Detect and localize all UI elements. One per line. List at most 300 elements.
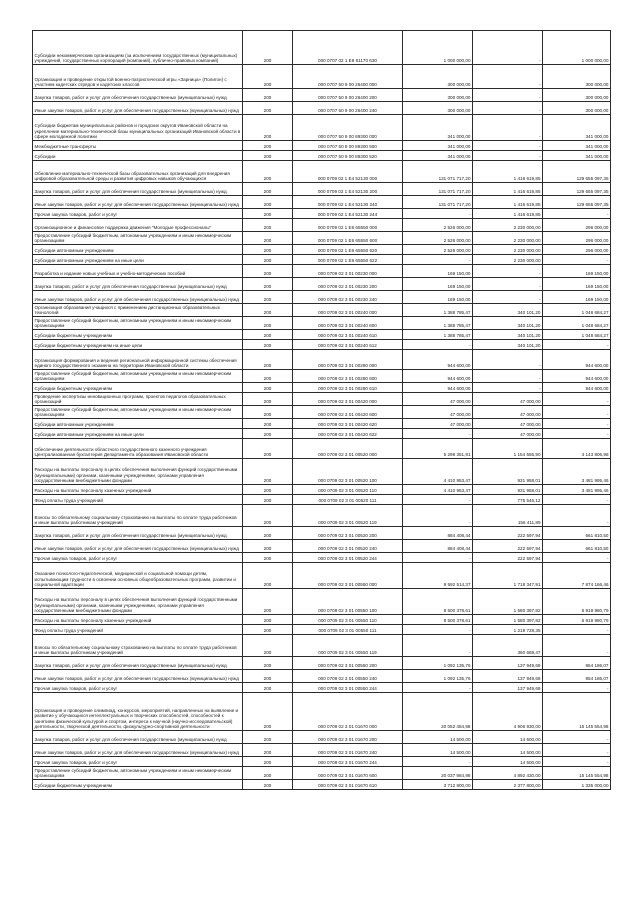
row-name: Расходы на выплаты персоналу в целях обеспечения выполнения функций государственными (муниципальными) органами, казенными учреждениями, органами управления государственными внебюджетными фондами	[33, 589, 243, 615]
row-budget-code: 000 0709 02 3 01 00550 119	[293, 635, 403, 657]
row-unexecuted-amount: 1 048 684,27	[543, 317, 611, 330]
row-budget-code: 000 0709 02 3 01 00520 119	[293, 505, 403, 527]
row-approved-amount: 341 000,00	[403, 115, 473, 141]
row-budget-code: 000 0709 02 3 01 00280 610	[293, 383, 403, 393]
table-row	[33, 350, 611, 370]
row-unexecuted-amount: 129 655 097,35	[543, 161, 611, 183]
row-executed-amount: -	[473, 151, 543, 161]
row-unexecuted-amount: 341 000,00	[543, 141, 611, 151]
row-admin-code: 200	[243, 370, 293, 383]
row-admin-code: 200	[243, 161, 293, 183]
table-row	[33, 141, 611, 151]
row-approved-amount: -	[403, 683, 473, 693]
row-budget-code: 000 0707 50 9 00 89300 520	[293, 151, 403, 161]
row-executed-amount: 1 154 555,90	[473, 439, 543, 459]
row-executed-amount: -	[473, 141, 543, 151]
row-budget-code: 000 0709 02 3 01 00280 000	[293, 350, 403, 370]
row-unexecuted-amount: -	[543, 731, 611, 744]
row-executed-amount: -	[473, 89, 543, 102]
table-row	[33, 232, 611, 245]
row-admin-code: 200	[243, 141, 293, 151]
table-row	[33, 589, 611, 615]
row-admin-code: 200	[243, 540, 293, 553]
row-unexecuted-amount: -	[543, 744, 611, 757]
row-name: Прочая закупка товаров, работ и услуг	[33, 209, 243, 219]
table-row	[33, 65, 611, 89]
row-name: Иные закупки товаров, работ и услуг для обеспечения государственных (муниципальных) нужд	[33, 744, 243, 757]
row-name: Предоставление субсидий бюджетным, автономным учреждениям и иным некоммерческим организациям	[33, 232, 243, 245]
table-row	[33, 757, 611, 767]
row-name: Взносы по обязательному социальному страхованию на выплаты по оплате труда работников и иные выплаты работникам учреждений	[33, 505, 243, 527]
row-unexecuted-amount: 129 655 097,35	[543, 183, 611, 196]
table-row	[33, 245, 611, 255]
row-approved-amount: -	[403, 255, 473, 265]
table-row	[33, 563, 611, 589]
row-unexecuted-amount: 944 600,00	[543, 370, 611, 383]
row-budget-code: 000 0709 02 3 01 01670 240	[293, 744, 403, 757]
table-row	[33, 304, 611, 317]
row-admin-code: 200	[243, 780, 293, 790]
row-unexecuted-amount: 954 186,07	[543, 657, 611, 670]
row-budget-code: 000 0709 02 1 E4 52130 000	[293, 161, 403, 183]
table-row	[33, 670, 611, 683]
row-budget-code: 000 0709 02 3 01 01670 610	[293, 780, 403, 790]
row-executed-amount: 931 958,01	[473, 459, 543, 485]
row-approved-amount: 14 500,00	[403, 744, 473, 757]
row-name: Фонд оплаты труда учреждений	[33, 495, 243, 505]
row-budget-code: 000 0707 50 9 00 89300 500	[293, 141, 403, 151]
row-admin-code: 200	[243, 265, 293, 278]
row-admin-code: 200	[243, 635, 293, 657]
row-approved-amount: 341 000,00	[403, 141, 473, 151]
row-approved-amount: -	[403, 429, 473, 439]
row-name: Прочая закупка товаров, работ и услуг	[33, 553, 243, 563]
row-approved-amount: -	[403, 505, 473, 527]
table-row	[33, 340, 611, 350]
row-budget-code: 000 0709 02 3 01 00520 244	[293, 553, 403, 563]
row-approved-amount: 2 526 000,00	[403, 245, 473, 255]
row-name: Закупка товаров, работ и услуг для обеспечения государственных (муниципальных) нужд	[33, 183, 243, 196]
row-budget-code: 000 0709 02 3 01 00420 620	[293, 419, 403, 429]
table-row	[33, 459, 611, 485]
table-row	[33, 330, 611, 340]
row-budget-code: 000 0709 02 3 01 00520 100	[293, 459, 403, 485]
row-approved-amount: 9 592 514,37	[403, 563, 473, 589]
row-executed-amount: 1 416 619,85	[473, 161, 543, 183]
row-executed-amount: 2 377 800,00	[473, 780, 543, 790]
row-approved-amount: 884 408,44	[403, 527, 473, 540]
row-unexecuted-amount: 300 000,00	[543, 65, 611, 89]
row-name: Организация формирования и ведения региональной информационной системы обеспечения единого государственного экзамена на территории Ивановской области	[33, 350, 243, 370]
row-admin-code: 200	[243, 330, 293, 340]
row-budget-code: 000 0709 02 1 E4 52130 240	[293, 196, 403, 209]
row-name: Предоставление субсидий бюджетным, автономным учреждениям и иным некоммерческим организациям	[33, 767, 243, 780]
row-name: Предоставление субсидий бюджетным, автономным учреждениям и иным некоммерческим организациям	[33, 406, 243, 419]
table-row	[33, 209, 611, 219]
row-admin-code: 200	[243, 245, 293, 255]
row-unexecuted-amount: -	[543, 209, 611, 219]
row-approved-amount: 944 600,00	[403, 383, 473, 393]
row-admin-code: 200	[243, 495, 293, 505]
row-name: Фонд оплаты труда учреждений	[33, 625, 243, 635]
row-admin-code: 200	[243, 232, 293, 245]
row-admin-code: 200	[243, 102, 293, 115]
row-approved-amount: -	[403, 635, 473, 657]
row-budget-code: 000 0709 02 3 01 00550 244	[293, 683, 403, 693]
row-executed-amount: 340 101,20	[473, 330, 543, 340]
row-approved-amount: -	[403, 757, 473, 767]
row-admin-code: 200	[243, 151, 293, 161]
row-admin-code: 200	[243, 278, 293, 291]
row-executed-amount: -	[473, 370, 543, 383]
row-unexecuted-amount: -	[543, 635, 611, 657]
row-name: Предоставление субсидий бюджетным, автономным учреждениям и иным некоммерческим организациям	[33, 370, 243, 383]
row-budget-code: 000 0709 02 3 01 00230 200	[293, 278, 403, 291]
row-budget-code: 000 0707 50 9 00 26400 240	[293, 102, 403, 115]
row-admin-code: 200	[243, 657, 293, 670]
row-budget-code: 000 0709 02 1 E6 65550 000	[293, 219, 403, 232]
row-admin-code: 200	[243, 589, 293, 615]
row-budget-code: 000 0709 02 3 01 01670 244	[293, 757, 403, 767]
row-budget-code: 000 0709 02 1 E4 52130 244	[293, 209, 403, 219]
row-name: Проведение экспертизы инновационных программ, проектов педагогов образовательных организаций	[33, 393, 243, 406]
table-row	[33, 161, 611, 183]
budget-report-sheet	[32, 30, 610, 790]
row-admin-code: 200	[243, 304, 293, 317]
row-approved-amount: 131 071 717,20	[403, 161, 473, 183]
row-approved-amount: 5 298 351,91	[403, 439, 473, 459]
row-approved-amount: 131 071 717,20	[403, 196, 473, 209]
row-unexecuted-amount: 944 600,00	[543, 383, 611, 393]
row-admin-code: 200	[243, 744, 293, 757]
table-row	[33, 383, 611, 393]
row-executed-amount: 1 219 728,35	[473, 625, 543, 635]
row-approved-amount: 47 000,00	[403, 419, 473, 429]
row-budget-code: 000 0709 02 3 01 00520 110	[293, 485, 403, 495]
row-budget-code: 000 0709 02 3 01 00420 600	[293, 406, 403, 419]
row-budget-code: 000 0709 02 3 01 00280 600	[293, 370, 403, 383]
row-executed-amount: 2 230 000,00	[473, 232, 543, 245]
row-unexecuted-amount: 300 000,00	[543, 102, 611, 115]
table-row	[33, 625, 611, 635]
table-row	[33, 196, 611, 209]
row-approved-amount: -	[403, 495, 473, 505]
row-admin-code: 200	[243, 527, 293, 540]
row-executed-amount: 1 416 619,85	[473, 196, 543, 209]
row-name: Взносы по обязательному социальному страхованию на выплаты по оплате труда работников и иные выплаты работникам учреждений	[33, 635, 243, 657]
row-budget-code: 000 0709 02 3 01 00420 622	[293, 429, 403, 439]
table-row	[33, 393, 611, 406]
row-name: Субсидии бюджетным учреждениям на иные цели	[33, 340, 243, 350]
row-admin-code: 200	[243, 615, 293, 625]
row-executed-amount: 340 101,20	[473, 304, 543, 317]
row-admin-code: 200	[243, 406, 293, 419]
row-approved-amount: -	[403, 209, 473, 219]
row-executed-amount: 222 597,94	[473, 553, 543, 563]
row-executed-amount: 14 500,00	[473, 757, 543, 767]
row-admin-code: 200	[243, 255, 293, 265]
row-admin-code: 200	[243, 196, 293, 209]
row-executed-amount: 137 949,69	[473, 683, 543, 693]
row-approved-amount: 47 000,00	[403, 406, 473, 419]
row-admin-code: 200	[243, 693, 293, 731]
row-name: Разработка и издание новых учебных и учебно-методических пособий	[33, 265, 243, 278]
row-unexecuted-amount: 3 481 995,46	[543, 485, 611, 495]
row-name: Обновление материально-технической базы образовательных организаций для внедрения цифровой образовательной среды и развития цифровых навыков обучающихся	[33, 161, 243, 183]
row-executed-amount: 47 000,00	[473, 406, 543, 419]
row-approved-amount: 1 092 135,76	[403, 670, 473, 683]
row-unexecuted-amount: 4 143 806,98	[543, 439, 611, 459]
row-approved-amount: -	[403, 553, 473, 563]
row-executed-amount: -	[473, 65, 543, 89]
table-row	[33, 683, 611, 693]
row-executed-amount: 14 500,00	[473, 731, 543, 744]
row-admin-code: 200	[243, 485, 293, 495]
row-admin-code: 200	[243, 670, 293, 683]
row-executed-amount: 47 000,00	[473, 419, 543, 429]
row-admin-code: 200	[243, 439, 293, 459]
row-budget-code: 000 0709 02 3 01 00240 600	[293, 317, 403, 330]
row-executed-amount: 2 230 000,00	[473, 255, 543, 265]
table-row	[33, 540, 611, 553]
row-budget-code: 000 0709 02 3 01 00550 240	[293, 670, 403, 683]
row-executed-amount: 340 101,20	[473, 340, 543, 350]
row-unexecuted-amount: -	[543, 505, 611, 527]
row-name: Закупка товаров, работ и услуг для обеспечения государственных (муниципальных) нужд	[33, 731, 243, 744]
table-row	[33, 780, 611, 790]
row-unexecuted-amount: 661 810,50	[543, 527, 611, 540]
row-budget-code: 000 0709 02 3 01 00240 000	[293, 304, 403, 317]
row-executed-amount: 47 000,00	[473, 393, 543, 406]
row-budget-code: 000 0709 02 3 01 00550 111	[293, 625, 403, 635]
row-admin-code: 200	[243, 505, 293, 527]
row-unexecuted-amount: 15 145 554,98	[543, 693, 611, 731]
row-unexecuted-amount: 1 335 000,00	[543, 780, 611, 790]
row-executed-amount: -	[473, 383, 543, 393]
row-executed-amount: -	[473, 102, 543, 115]
row-executed-amount: 4 906 930,00	[473, 693, 543, 731]
row-approved-amount: 1 388 785,47	[403, 317, 473, 330]
table-row	[33, 635, 611, 657]
row-name: Организационное и финансовое поддержка движения "Молодые профессионалы"	[33, 219, 243, 232]
row-name: Оказание психолого-педагогической, медицинской и социальной помощи детям, испытывающим трудности в освоении основных общеобразовательных программ, развитии и социальной адаптации	[33, 563, 243, 589]
row-admin-code: 200	[243, 291, 293, 304]
row-name: Субсидии	[33, 151, 243, 161]
row-approved-amount: 169 150,00	[403, 265, 473, 278]
row-unexecuted-amount: 296 000,00	[543, 232, 611, 245]
row-budget-code: 000 0709 02 3 01 00520 000	[293, 439, 403, 459]
row-budget-code: 000 0709 02 1 E6 65550 600	[293, 232, 403, 245]
row-budget-code: 000 0709 02 3 01 00230 240	[293, 291, 403, 304]
row-unexecuted-amount: 661 810,50	[543, 540, 611, 553]
row-name: Расходы на выплаты персоналу казенных учреждений	[33, 485, 243, 495]
row-admin-code: 200	[243, 209, 293, 219]
row-budget-code: 000 0709 02 3 01 00240 612	[293, 340, 403, 350]
row-unexecuted-amount: -	[543, 625, 611, 635]
table-row	[33, 731, 611, 744]
row-unexecuted-amount: 300 000,00	[543, 89, 611, 102]
row-approved-amount: 8 500 378,61	[403, 589, 473, 615]
row-unexecuted-amount: -	[543, 255, 611, 265]
table-row	[33, 255, 611, 265]
row-unexecuted-amount: 7 874 166,46	[543, 563, 611, 589]
row-name: Субсидии автономным учреждениям на иные цели	[33, 429, 243, 439]
row-unexecuted-amount: 3 481 995,46	[543, 459, 611, 485]
row-name: Межбюджетные трансферты	[33, 141, 243, 151]
row-executed-amount: 2 230 000,00	[473, 245, 543, 255]
row-unexecuted-amount: 169 150,00	[543, 291, 611, 304]
row-unexecuted-amount: -	[543, 340, 611, 350]
row-unexecuted-amount: 944 600,00	[543, 350, 611, 370]
row-name: Иные закупки товаров, работ и услуг для обеспечения государственных (муниципальных) нужд	[33, 196, 243, 209]
row-executed-amount: -	[473, 115, 543, 141]
row-unexecuted-amount: -	[543, 393, 611, 406]
row-name: Субсидии автономным учреждениям	[33, 419, 243, 429]
row-executed-amount: 222 597,94	[473, 540, 543, 553]
row-approved-amount: 20 052 484,98	[403, 693, 473, 731]
table-row	[33, 31, 611, 65]
row-unexecuted-amount: 169 150,00	[543, 265, 611, 278]
row-budget-code: 000 0709 02 3 01 01670 600	[293, 767, 403, 780]
row-executed-amount: 156 411,89	[473, 505, 543, 527]
row-budget-code: 000 0709 02 3 01 00550 100	[293, 589, 403, 615]
row-approved-amount: 169 150,00	[403, 278, 473, 291]
row-executed-amount: 14 500,00	[473, 744, 543, 757]
row-approved-amount: 3 712 800,00	[403, 780, 473, 790]
row-approved-amount: -	[403, 340, 473, 350]
row-budget-code: 000 0707 50 9 00 89300 000	[293, 115, 403, 141]
row-executed-amount: -	[473, 278, 543, 291]
row-approved-amount: 20 037 984,98	[403, 767, 473, 780]
table-row	[33, 115, 611, 141]
budget-execution-table	[32, 30, 611, 790]
row-budget-code: 000 0709 02 3 01 00520 111	[293, 495, 403, 505]
row-name: Закупка товаров, работ и услуг для обеспечения государственных (муниципальных) нужд	[33, 657, 243, 670]
table-row	[33, 265, 611, 278]
row-unexecuted-amount: -	[543, 429, 611, 439]
row-admin-code: 200	[243, 731, 293, 744]
table-row	[33, 485, 611, 495]
row-executed-amount: 931 958,01	[473, 485, 543, 495]
row-executed-amount: 1 416 619,85	[473, 183, 543, 196]
row-name: Закупка товаров, работ и услуг для обеспечения государственных (муниципальных) нужд	[33, 527, 243, 540]
row-name: Субсидии бюджетным учреждениям	[33, 780, 243, 790]
row-executed-amount: -	[473, 31, 543, 65]
row-name: Организация и проведение олимпиад, конкурсов, мероприятий, направленных на выявление и развитие у обучающихся интеллектуальных и творческих способностей, способностей к занятиям физической культурой и спортом, интереса к научной (научно-исследовательской) деятельности, творческой деятельности, физкультурно-спортивной деятельности	[33, 693, 243, 731]
row-approved-amount: 2 526 000,00	[403, 232, 473, 245]
row-executed-amount: 47 000,00	[473, 429, 543, 439]
row-approved-amount: 884 408,44	[403, 540, 473, 553]
row-unexecuted-amount: 6 919 980,79	[543, 615, 611, 625]
row-admin-code: 200	[243, 350, 293, 370]
table-row	[33, 219, 611, 232]
row-admin-code: 200	[243, 89, 293, 102]
row-budget-code: 000 0707 50 9 00 26400 200	[293, 89, 403, 102]
row-budget-code: 000 0709 02 1 E6 65550 620	[293, 245, 403, 255]
row-admin-code: 200	[243, 183, 293, 196]
row-admin-code: 200	[243, 340, 293, 350]
row-name: Прочая закупка товаров, работ и услуг	[33, 757, 243, 767]
row-budget-code: 000 0709 02 3 01 00550 200	[293, 657, 403, 670]
table-row	[33, 495, 611, 505]
table-body	[33, 31, 611, 790]
row-name: Организация и проведение открытой военно-патриотической игры «Зарница» (Полигон) с участием кадетских отрядов и кадетских классов	[33, 65, 243, 89]
row-unexecuted-amount: 15 145 554,98	[543, 767, 611, 780]
table-row	[33, 767, 611, 780]
row-unexecuted-amount: 296 000,00	[543, 245, 611, 255]
row-unexecuted-amount: 6 919 980,79	[543, 589, 611, 615]
row-name: Организация образования учащихся с применением дистанционных образовательных технологий	[33, 304, 243, 317]
row-admin-code: 200	[243, 625, 293, 635]
row-name: Субсидии некоммерческим организациям (за исключением государственных (муниципальных) учреждений, государственных корпораций (компаний), публично-правовых компаний)	[33, 31, 243, 65]
row-admin-code: 200	[243, 767, 293, 780]
row-executed-amount: 2 230 000,00	[473, 219, 543, 232]
row-unexecuted-amount: 169 150,00	[543, 278, 611, 291]
row-name: Иные закупки товаров, работ и услуг для обеспечения государственных (муниципальных) нужд	[33, 102, 243, 115]
row-approved-amount: -	[403, 625, 473, 635]
row-executed-amount: -	[473, 291, 543, 304]
row-unexecuted-amount: 1 048 684,27	[543, 304, 611, 317]
row-executed-amount: 222 597,94	[473, 527, 543, 540]
row-budget-code: 000 0709 02 3 01 01670 200	[293, 731, 403, 744]
row-executed-amount: 1 580 397,82	[473, 615, 543, 625]
row-admin-code: 200	[243, 683, 293, 693]
row-name: Субсидии бюджетным учреждениям	[33, 383, 243, 393]
row-admin-code: 200	[243, 757, 293, 767]
table-row	[33, 317, 611, 330]
table-row	[33, 657, 611, 670]
row-approved-amount: 4 410 953,47	[403, 485, 473, 495]
row-budget-code: 000 0707 02 1 E8 61170 630	[293, 31, 403, 65]
row-approved-amount: 1 092 135,76	[403, 657, 473, 670]
row-executed-amount: 360 669,47	[473, 635, 543, 657]
row-approved-amount: 14 500,00	[403, 731, 473, 744]
row-unexecuted-amount: -	[543, 757, 611, 767]
row-name: Обеспечение деятельности областного государственного казенного учреждения Централизованная бухгалтерия Департамента образования Ивановской области	[33, 439, 243, 459]
row-executed-amount: 775 546,12	[473, 495, 543, 505]
row-budget-code: 000 0709 02 3 01 01670 000	[293, 693, 403, 731]
row-executed-amount: 1 580 397,82	[473, 589, 543, 615]
row-executed-amount: 137 949,69	[473, 657, 543, 670]
row-executed-amount: -	[473, 350, 543, 370]
row-budget-code: 000 0707 50 9 00 26400 000	[293, 65, 403, 89]
table-row	[33, 615, 611, 625]
row-approved-amount: 944 600,00	[403, 350, 473, 370]
row-approved-amount: 300 000,00	[403, 89, 473, 102]
row-approved-amount: 944 600,00	[403, 370, 473, 383]
row-admin-code: 200	[243, 31, 293, 65]
row-budget-code: 000 0709 02 1 E4 52130 200	[293, 183, 403, 196]
row-admin-code: 200	[243, 393, 293, 406]
row-admin-code: 200	[243, 219, 293, 232]
row-approved-amount: 300 000,00	[403, 102, 473, 115]
row-budget-code: 000 0709 02 3 01 00550 000	[293, 563, 403, 589]
table-row	[33, 429, 611, 439]
table-row	[33, 291, 611, 304]
row-budget-code: 000 0709 02 3 01 00550 110	[293, 615, 403, 625]
row-admin-code: 200	[243, 383, 293, 393]
table-row	[33, 370, 611, 383]
row-executed-amount: 1 416 619,85	[473, 209, 543, 219]
table-row	[33, 505, 611, 527]
row-unexecuted-amount: 296 000,00	[543, 219, 611, 232]
row-approved-amount: 131 071 717,20	[403, 183, 473, 196]
row-executed-amount: -	[473, 265, 543, 278]
row-name: Субсидии бюджетам муниципальных районов и городских округов Ивановской области на укрепление материально-технической базы муниципальных организаций Ивановской области в сфере молодежной политики	[33, 115, 243, 141]
row-approved-amount: 300 000,00	[403, 65, 473, 89]
row-name: Расходы на выплаты персоналу в целях обеспечения выполнения функций государственными (муниципальными) органами, казенными учреждениями, органами управления государственными внебюджетными фондами	[33, 459, 243, 485]
row-unexecuted-amount: 129 655 097,35	[543, 196, 611, 209]
